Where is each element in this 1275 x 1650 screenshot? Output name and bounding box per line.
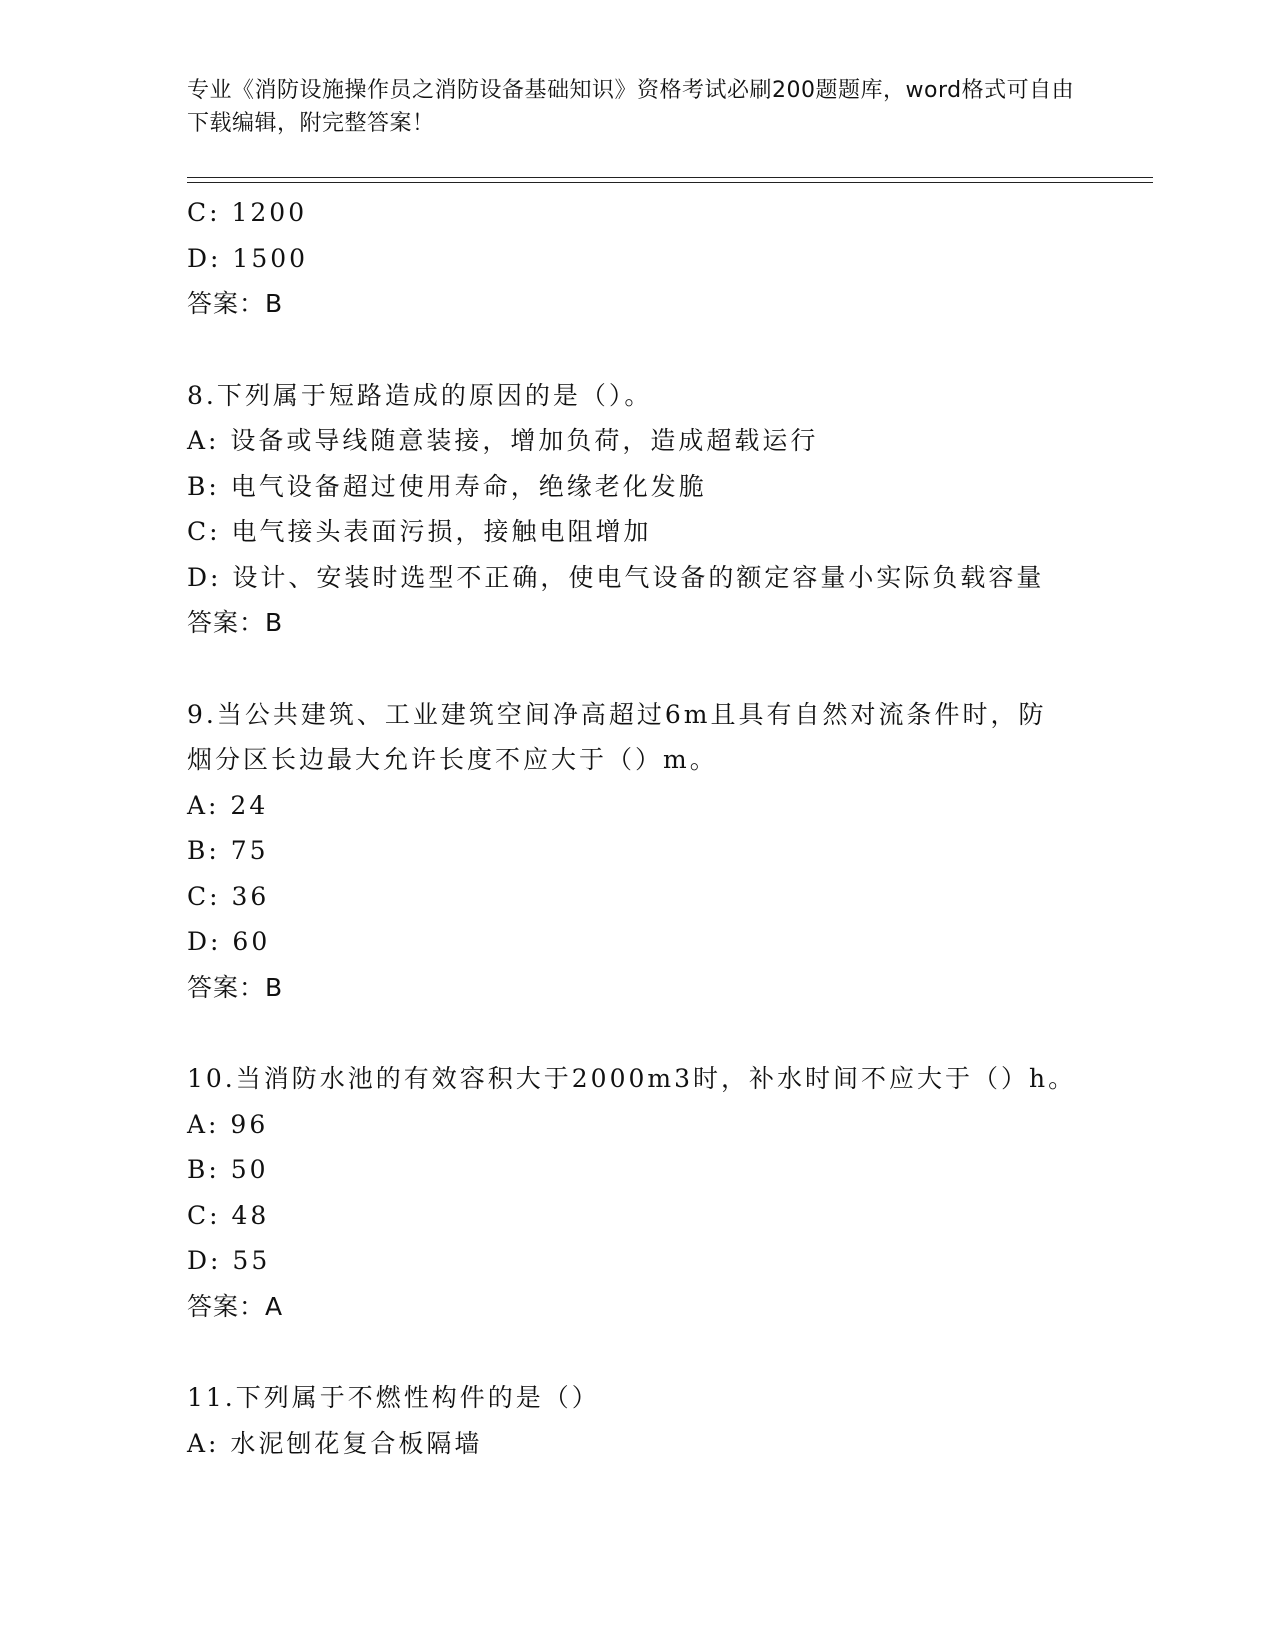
spacer: [187, 1329, 1087, 1375]
spacer: [187, 646, 1087, 692]
answer: 答案：B: [187, 608, 284, 637]
question-text-line-1: 9.当公共建筑、工业建筑空间净高超过6m且具有自然对流条件时，防: [187, 699, 1047, 729]
option-c: C: 36: [187, 881, 270, 911]
document-body: [187, 190, 1087, 1466]
answer: 答案：A: [187, 1291, 284, 1321]
option-c: C: 1200: [187, 198, 308, 227]
option-a: A: 24: [187, 790, 269, 820]
option-d: D: 1500: [187, 243, 309, 273]
question-text: 11.下列属于不燃性构件的是（）: [187, 1383, 600, 1412]
header-rule-bottom: [187, 182, 1153, 183]
spacer: [187, 1010, 1087, 1056]
question-block-prev: [187, 190, 1087, 327]
option-a: A: 设备或导线随意装接，增加负荷，造成超载运行: [187, 426, 819, 455]
question-block-11: [187, 1375, 1087, 1466]
question-text-line-2: 烟分区长边最大允许长度不应大于（）m。: [187, 745, 718, 774]
option-d: D: 55: [187, 1246, 271, 1275]
question-text: 8.下列属于短路造成的原因的是（）。: [187, 380, 653, 410]
option-b: B: 50: [187, 1155, 269, 1184]
option-c: C: 48: [187, 1200, 270, 1230]
option-a: A: 水泥刨花复合板隔墙: [187, 1428, 483, 1458]
option-d: D: 60: [187, 927, 271, 956]
document-header: 专业《消防设施操作员之消防设备基础知识》资格考试必刷200题题库，word格式可自由下载编辑，附完整答案！: [187, 78, 1075, 136]
option-a: A: 96: [187, 1109, 269, 1139]
header-rule-top: [187, 177, 1153, 178]
question-block-9: [187, 692, 1087, 1011]
question-text: 10.当消防水池的有效容积大于2000m3时，补水时间不应大于（）h。: [187, 1064, 1077, 1093]
spacer: [187, 327, 1087, 373]
option-d: D: 设计、安装时选型不正确，使电气设备的额定容量小实际负载容量: [187, 562, 1045, 592]
option-b: B: 75: [187, 836, 269, 865]
option-c: C: 电气接头表面污损，接触电阻增加: [187, 517, 652, 546]
question-block-8: [187, 373, 1087, 646]
option-b: B: 电气设备超过使用寿命，绝缘老化发脆: [187, 471, 707, 501]
question-block-10: [187, 1056, 1087, 1329]
answer: 答案：B: [187, 289, 284, 318]
answer: 答案：B: [187, 972, 284, 1002]
